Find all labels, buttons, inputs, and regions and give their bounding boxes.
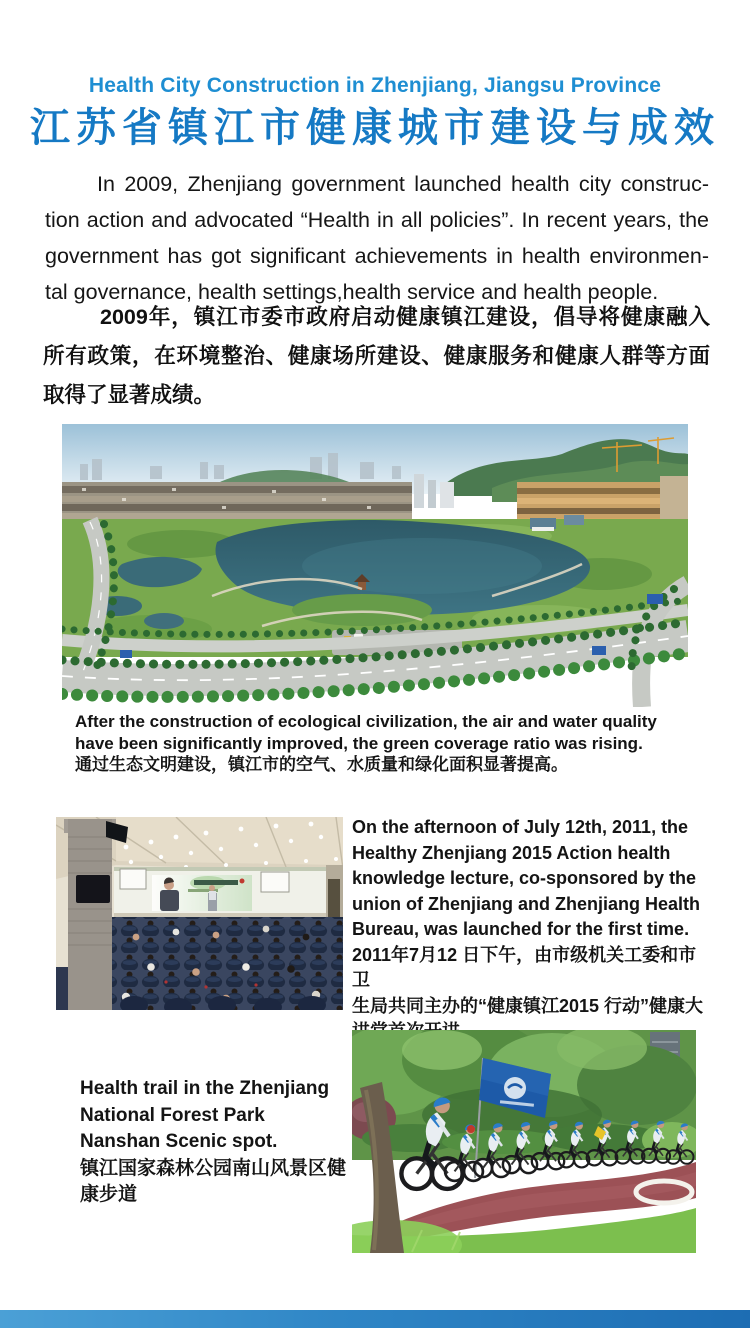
text-line: 通过生态文明建设，镇江市的空气、水质量和绿化面积显著提高。 [75,755,568,774]
text-line: 所有政策，在环境整治、健康场所建设、健康服务和健康人群等方面 [43,344,710,368]
text-line: tal governance, health settings,health service and health people. [45,280,659,304]
text-line: tion action and advocated “Health in all policies”. In recent years, the [45,208,709,232]
text-line: On the afternoon of July 12th, 2011, the [352,817,689,837]
lecture-caption [352,815,714,1045]
text-line: Nanshan Scenic spot. [80,1131,278,1152]
text-line: 康步道 [80,1184,138,1205]
text-line: In 2009, Zhenjiang government launched health city construc- [97,172,709,196]
park-aerial-photo [62,424,688,707]
page-title-english: Health City Construction in Zhenjiang, Jiangsu Province [88,74,662,97]
page-title-chinese: 江苏省镇江市健康城市建设与成效 [30,106,720,150]
trail-caption [80,1076,356,1209]
cyclists-photo [352,1030,696,1253]
text-line: 2011年7月12 日下午，由市级机关工委和市卫 [352,944,697,990]
text-line: 生局共同主办的“健康镇江2015 行动”健康大 [352,995,704,1016]
text-line: 镇江国家森林公园南山风景区健 [80,1157,347,1179]
text-line: knowledge lecture, co-sponsored by the [352,868,697,888]
text-line: Bureau, was launched for the first time. [352,919,690,939]
lecture-hall-photo [56,817,343,1010]
text-line: 取得了显著成绩。 [43,383,216,407]
text-line: After the construction of ecological civilization, the air and water quality [75,712,657,731]
intro-paragraph-english [45,166,709,310]
intro-paragraph-chinese [43,298,710,415]
text-line: union of Zhenjiang and Zhenjiang Health [352,893,700,914]
text-line: National Forest Park [80,1104,265,1126]
text-line: Healthy Zhenjiang 2015 Action health [352,842,671,863]
park-photo-caption [75,711,675,776]
text-line: have been significantly improved, the green coverage ratio was rising. [75,733,643,753]
text-line: 2009年，镇江市委市政府启动健康镇江建设，倡导将健康融入 [100,305,710,329]
text-line: Health trail in the Zhenjiang [80,1078,330,1099]
footer-accent-bar [0,1310,750,1328]
text-line: government has got significant achievements in health environmen- [45,244,709,268]
